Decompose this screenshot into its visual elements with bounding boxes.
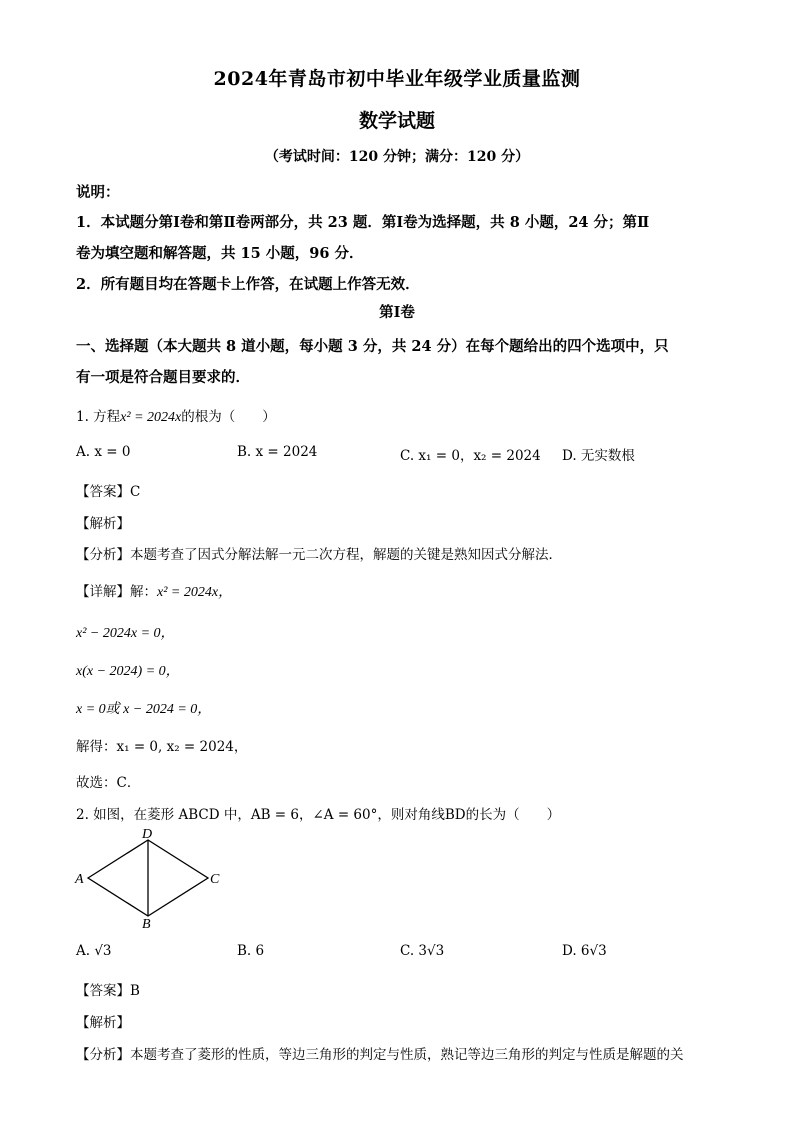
detail-step-4: x = 0或 x − 2024 = 0， (76, 702, 212, 717)
q1-option-d: D. 无实数根 (562, 448, 635, 464)
answer-value: C (130, 484, 141, 500)
detail-step-3: x(x − 2024) = 0， (76, 664, 180, 679)
q2-analysis-tag: 【解析】 (76, 1015, 130, 1031)
analysis-text: 本题考查了因式分解法解一元二次方程，解题的关键是熟知因式分解法． (130, 547, 562, 563)
q2-option-d: D. 6√3 (562, 943, 607, 959)
q1-option-c: C. x₁ = 0，x₂ = 2024 (400, 448, 541, 464)
q1-suffix: 的根为（ ） (181, 409, 276, 425)
exam-subject: 数学试题 (358, 110, 435, 132)
q2-analysis (76, 1043, 684, 1063)
volume-heading: 第Ⅰ卷 (379, 304, 415, 321)
answer-value: B (130, 983, 140, 999)
answer-tag: 【答案】 (76, 484, 130, 500)
section1-line-b: 有一项是符合题目要求的． (76, 369, 250, 386)
detail-step-5: 解得：x₁ = 0, x₂ = 2024， (76, 739, 248, 755)
rhombus-figure (70, 822, 230, 932)
detail-step-6: 故选：C． (76, 775, 141, 791)
answer-tag: 【答案】 (76, 983, 130, 999)
section1-line-a: 一、选择题（本大题共 8 道小题，每小题 3 分，共 24 分）在每个题给出的四个选项中，只 (76, 338, 669, 355)
exam-title: 2024年青岛市初中毕业年级学业质量监测 (213, 68, 581, 90)
q2-option-c: C. 3√3 (400, 943, 445, 959)
vertex-label-d: D (142, 827, 153, 842)
vertex-label-b: B (142, 917, 151, 932)
notes-line-2: 2．所有题目均在答题卡上作答，在试题上作答无效． (76, 276, 420, 293)
q1-answer (76, 480, 140, 500)
q2-stem: 2. 如图，在菱形 ABCD 中，AB = 6，∠A = 60°，则对角线BD的长为（ ） (76, 807, 561, 823)
exam-info: （考试时间：120 分钟；满分：120 分） (264, 149, 530, 165)
analysis-label: 【分析】 (76, 547, 130, 563)
q1-prefix: 1. 方程 (76, 409, 121, 425)
q1-equation: x² = 2024x (120, 410, 182, 425)
analysis-text: 本题考查了菱形的性质，等边三角形的判定与性质，熟记等边三角形的判定与性质是解题的关 (130, 1047, 684, 1063)
q1-option-b: B. x = 2024 (237, 444, 318, 460)
notes-line-1a: 1．本试题分第Ⅰ卷和第Ⅱ卷两部分，共 23 题．第Ⅰ卷为选择题，共 8 小题，24 分；第Ⅱ (76, 214, 650, 231)
notes-line-1b: 卷为填空题和解答题，共 15 小题，96 分． (76, 245, 364, 262)
notes-label: 说明： (76, 184, 120, 201)
q1-stem (76, 405, 276, 426)
vertex-label-c: C (210, 872, 220, 887)
q2-option-b: B. 6 (237, 943, 265, 959)
vertex-label-a: A (75, 872, 84, 887)
q2-answer (76, 979, 140, 999)
detail-prefix: 解： (130, 584, 157, 600)
q2-option-a: A. √3 (76, 943, 112, 959)
q1-analysis-tag: 【解析】 (76, 516, 130, 532)
q1-analysis (76, 543, 562, 563)
analysis-label: 【分析】 (76, 1047, 130, 1063)
q1-detail (76, 580, 232, 601)
detail-step-1: x² = 2024x， (157, 585, 233, 600)
detail-label: 【详解】 (76, 584, 130, 600)
q1-option-a: A. x = 0 (76, 444, 131, 460)
detail-step-2: x² − 2024x = 0， (76, 626, 175, 641)
